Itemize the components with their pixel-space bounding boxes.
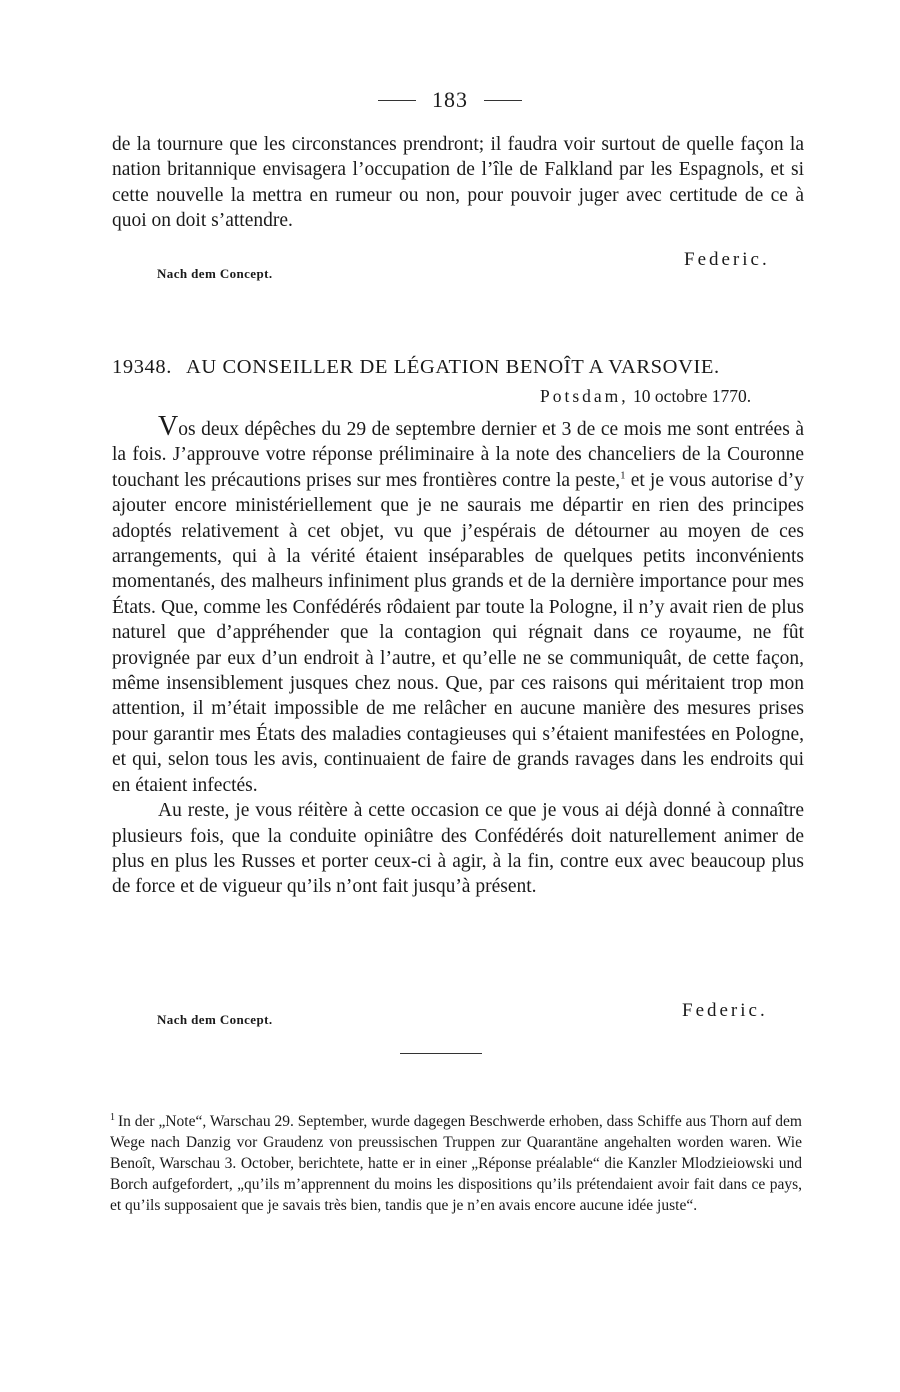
letter-paragraph-1: [112, 411, 804, 798]
document-heading: [112, 356, 812, 379]
letter-body: [112, 411, 804, 900]
footnote-reference[interactable]: 1: [620, 469, 626, 482]
dateline: [540, 386, 751, 407]
continuation-block: [112, 132, 804, 234]
continuation-paragraph: de la tournure que les circonstances prendront; il faudra voir surtout de quelle façon la nation britannique envisagera l’occupation de l’île de Falkland par les Espagnols, et si cette nouvelle la mettra en rumeur ou non, pour pouvoir juger avec certitude de ce à quoi on doit s’attendre.: [112, 134, 804, 232]
footnote-separator: [400, 1053, 482, 1054]
header-rule-left: [378, 100, 416, 101]
drop-capital: V: [158, 411, 179, 442]
footnote-marker: 1: [110, 1111, 115, 1123]
footnote-text: In der „Note“, Warschau 29. September, wurde dagegen Beschwerde erhoben, dass Schiffe aus Thorn auf dem Wege nach Danzig vor Graudenz von preussischen Truppen zur Quarantäne angehalten worden waren. Wie Benoît, Warschau 3. October, berichtete, hatte er in einer „Réponse préalable“ die Kanzler Mlodzieiowski und Borch aufgefordert, „qu’ils m’apprennent du moins les dispositions qu’ils prétendaient avoir fait dans ce pays, et qu’ils supposaient que je savais très bien, tandis que je n’en avais encore aucune idée juste“.: [110, 1113, 802, 1214]
letter-paragraph-1-part-2: et je vous autorise d’y ajouter encore ministériellement que je ne saurais me départir en rien des principes adoptés relativement à cet objet, vu que j’espérais de détourner au moyen de ces arrangements, qui à la vérité étaient inséparables de quelques petits inconvénients momentanés, des malheurs infiniment plus grands et de la dernière importance pour mes États. Que, comme les Confédérés rôdaient par toute la Pologne, il n’y avait rien de plus naturel que d’appréhender que la contagion qui régnait dans ce royaume, ne fût provignée par eux d’un endroit à l’autre, et qu’elle ne se communiquât, de cette façon, même insensiblement jusques chez nous. Que, par ces raisons qui méritaient trop mon attention, il m’était impossible de me relâcher en aucune manière des mesures prises pour garantir mes États des maladies contagieuses qui s’étaient manifestées en Pologne, et qui, selon tous les avis, continuaient de faire de grands ravages dans les endroits qui en étaient infectés.: [112, 469, 804, 796]
continuation-signature: Federic.: [684, 249, 770, 270]
dateline-place: Potsdam,: [540, 386, 629, 406]
document-title: AU CONSEILLER DE LÉGATION BENOÎT A VARSOVIE.: [185, 356, 720, 378]
page-number: 183: [432, 87, 468, 112]
dateline-date: 10 octobre 1770.: [633, 386, 752, 406]
letter-paragraph-1-part-1: os deux dépêches du 29 de septembre dernier et 3 de ce mois me sont entrées à la fois. J’approuve votre réponse préliminaire à la note des chanceliers de la Couronne touchant les précautions prises sur mes frontières contre la peste,: [112, 419, 804, 491]
page-header: [0, 84, 900, 116]
header-rule-right: [484, 100, 522, 101]
footnote: [110, 1111, 802, 1216]
letter-paragraph-2: Au reste, je vous réitère à cette occasion ce que je vous ai déjà donné à connaître plusieurs fois, que la conduite opiniâtre des Confédérés doit naturellement animer de plus en plus les Russes et porter ceux-ci à agir, à la fin, contre eux avec beaucoup plus de force et de vigueur qu’ils n’ont fait jusqu’à présent.: [112, 800, 804, 898]
letter-source-note: Nach dem Concept.: [157, 1012, 273, 1027]
continuation-source-note: Nach dem Concept.: [157, 266, 273, 281]
document-number: 19348.: [112, 356, 172, 378]
letter-signature: Federic.: [682, 1000, 768, 1021]
